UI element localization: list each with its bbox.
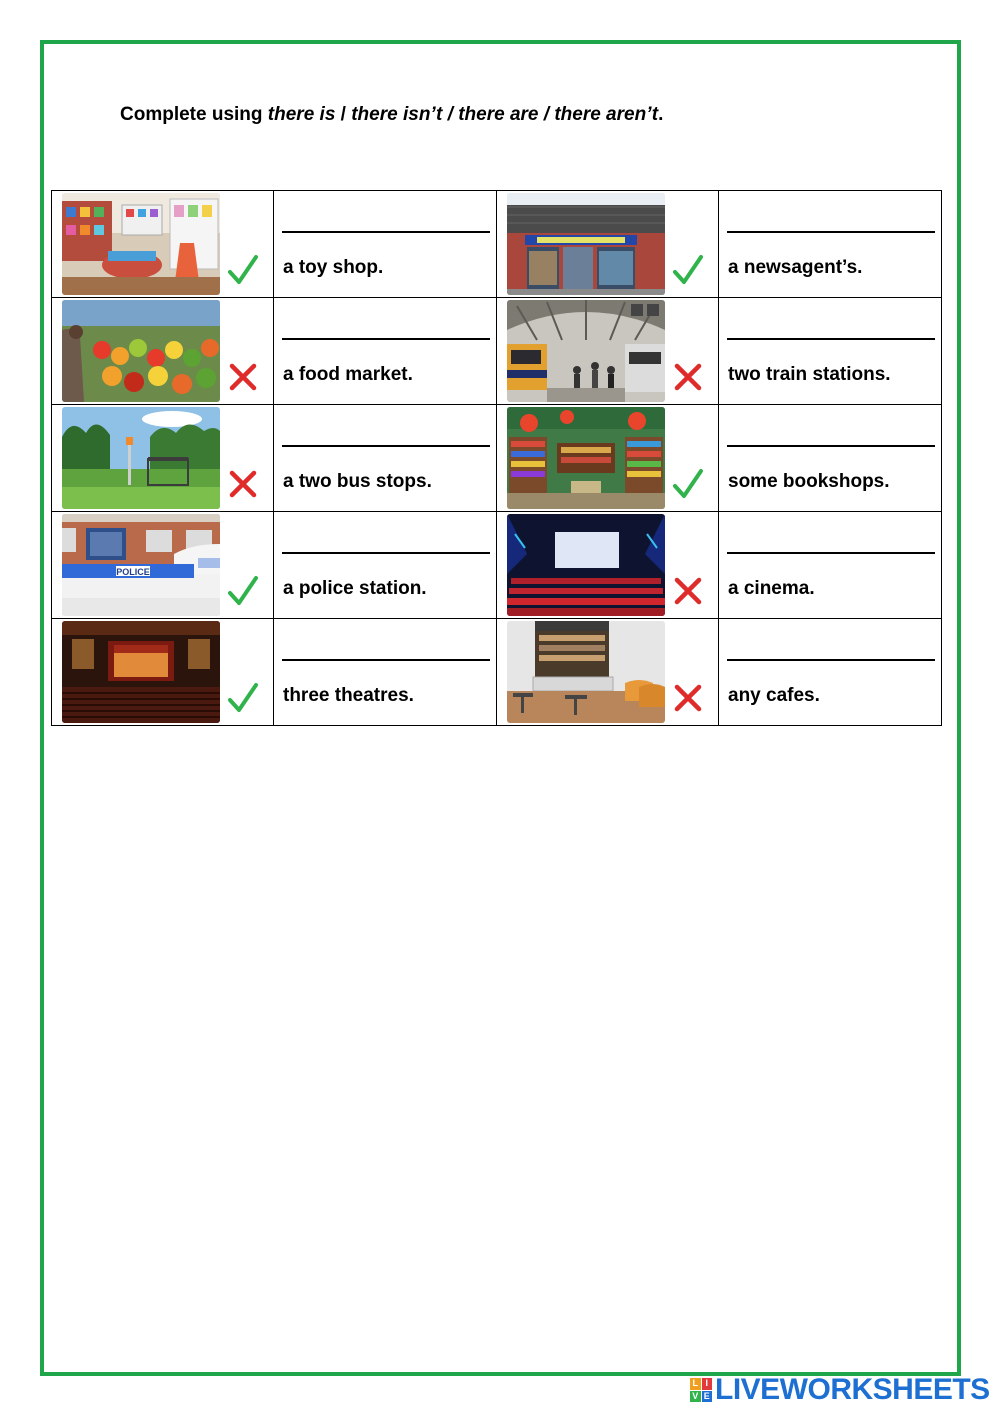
picture-cell <box>497 405 719 512</box>
cross-icon <box>227 360 259 394</box>
phrase-text: two train stations. <box>728 364 891 385</box>
exercise-row <box>52 191 942 298</box>
cross-icon <box>227 467 259 501</box>
phrase-text: a food market. <box>283 364 413 385</box>
exercise-table <box>51 190 942 726</box>
check-icon <box>672 253 704 287</box>
phrase-text: a police station. <box>283 578 427 599</box>
exercise-row <box>52 512 942 619</box>
exercise-row <box>52 619 942 726</box>
answer-cell <box>274 405 497 512</box>
newsagent-photo <box>507 193 665 295</box>
cross-icon <box>672 360 704 394</box>
answer-blank[interactable] <box>727 659 935 661</box>
food-market-photo <box>62 300 220 402</box>
answer-blank[interactable] <box>282 659 490 661</box>
answer-blank[interactable] <box>282 231 490 233</box>
phrase-text: a newsagent’s. <box>728 257 863 278</box>
phrase-text: three theatres. <box>283 685 414 706</box>
check-icon <box>227 253 259 287</box>
bus-stop-photo <box>62 407 220 509</box>
answer-blank[interactable] <box>727 338 935 340</box>
cross-icon <box>672 574 704 608</box>
answer-blank[interactable] <box>282 338 490 340</box>
answer-blank[interactable] <box>282 445 490 447</box>
answer-blank[interactable] <box>727 231 935 233</box>
picture-cell <box>497 512 719 619</box>
picture-cell <box>497 191 719 298</box>
answer-blank[interactable] <box>727 445 935 447</box>
answer-cell <box>719 619 942 726</box>
answer-cell <box>274 512 497 619</box>
liveworksheets-logo <box>690 1374 990 1406</box>
cinema-photo <box>507 514 665 616</box>
answer-cell <box>274 191 497 298</box>
instruction: Complete using there is / there isn’t / there are / there aren’t. <box>120 104 664 125</box>
phrase-text: a toy shop. <box>283 257 384 278</box>
picture-cell <box>52 191 274 298</box>
answer-cell <box>719 405 942 512</box>
phrase-text: a two bus stops. <box>283 471 432 492</box>
exercise-row <box>52 405 942 512</box>
theatre-photo <box>62 621 220 723</box>
train-station-photo <box>507 300 665 402</box>
svg-text:POLICE: POLICE <box>116 567 150 577</box>
phrase-text: some bookshops. <box>728 471 890 492</box>
picture-cell <box>52 405 274 512</box>
picture-cell <box>52 619 274 726</box>
answer-cell <box>719 512 942 619</box>
answer-cell <box>719 191 942 298</box>
police-station-photo <box>62 514 220 616</box>
picture-cell <box>52 298 274 405</box>
bookshop-photo <box>507 407 665 509</box>
answer-blank[interactable] <box>727 552 935 554</box>
picture-cell <box>497 619 719 726</box>
phrase-text: any cafes. <box>728 685 820 706</box>
answer-cell <box>274 619 497 726</box>
cafe-photo <box>507 621 665 723</box>
logo-icon: L I V E <box>690 1378 712 1402</box>
logo-text: LIVEWORKSHEETS <box>715 1373 990 1406</box>
check-icon <box>227 681 259 715</box>
phrase-text: a cinema. <box>728 578 815 599</box>
check-icon <box>672 467 704 501</box>
exercise-row <box>52 298 942 405</box>
answer-cell <box>274 298 497 405</box>
cross-icon <box>672 681 704 715</box>
check-icon <box>227 574 259 608</box>
picture-cell <box>52 512 274 619</box>
answer-blank[interactable] <box>282 552 490 554</box>
answer-cell <box>719 298 942 405</box>
toy-shop-photo <box>62 193 220 295</box>
picture-cell <box>497 298 719 405</box>
